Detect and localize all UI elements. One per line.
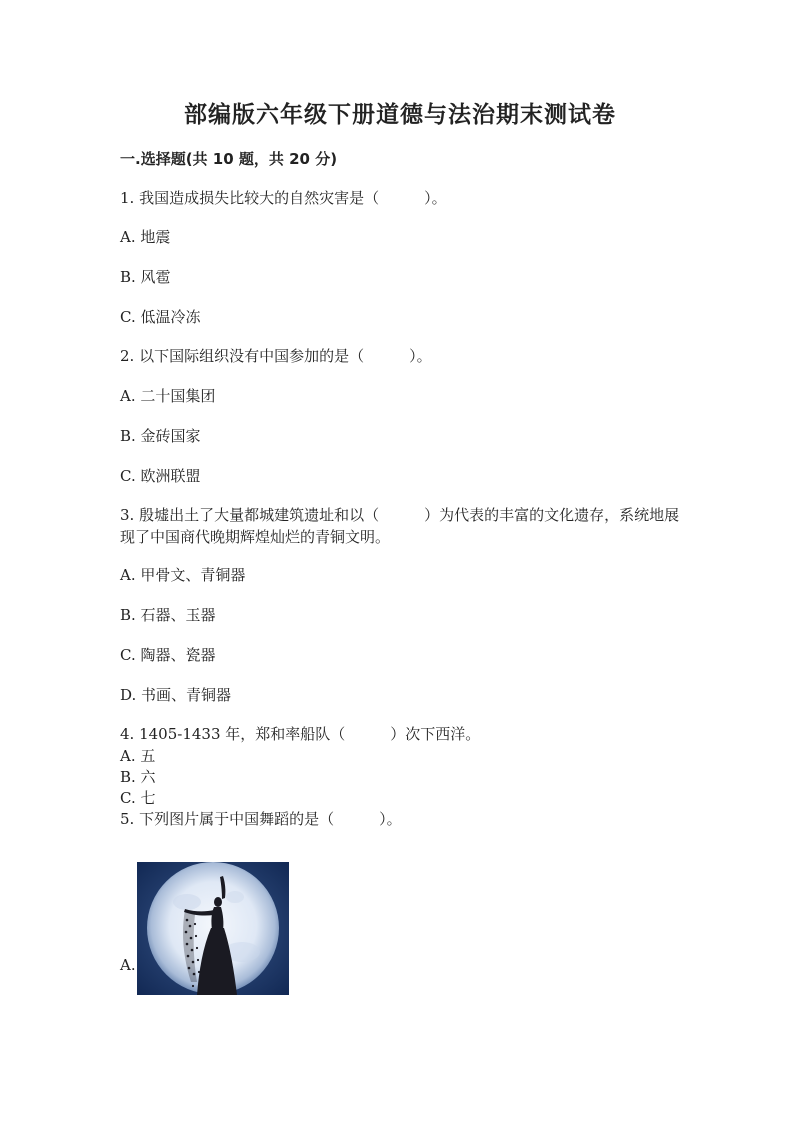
question-1-option-a[interactable]: A. 地震 [120, 228, 171, 246]
question-4-option-a[interactable]: A. 五 [120, 747, 156, 765]
question-5-option-a[interactable]: A. [120, 956, 136, 974]
question-4-option-b[interactable]: B. 六 [120, 768, 156, 786]
question-3-option-b[interactable]: B. 石器、玉器 [120, 606, 216, 624]
question-3-option-c[interactable]: C. 陶器、瓷器 [120, 646, 216, 664]
question-2-stem: 2. 以下国际组织没有中国参加的是（ ）。 [120, 347, 432, 365]
page-title: 部编版六年级下册道德与法治期末测试卷 [184, 101, 616, 128]
question-3-option-a[interactable]: A. 甲骨文、青铜器 [120, 566, 246, 584]
dancer-moon-illustration [137, 862, 289, 995]
question-2-option-c[interactable]: C. 欧洲联盟 [120, 467, 201, 485]
question-2-option-b[interactable]: B. 金砖国家 [120, 427, 201, 445]
question-3-stem: 3. 殷墟出土了大量都城建筑遗址和以（ ）为代表的丰富的文化遗存，系统地展现了中国商代晚期辉煌灿烂的青铜文明。 [120, 506, 680, 546]
question-4-option-c[interactable]: C. 七 [120, 789, 156, 807]
section-heading: 一.选择题(共 10 题，共 20 分) [120, 150, 338, 168]
question-5-stem: 5. 下列图片属于中国舞蹈的是（ ）。 [120, 810, 402, 828]
question-1-stem: 1. 我国造成损失比较大的自然灾害是（ ）。 [120, 189, 447, 207]
question-1-option-c[interactable]: C. 低温冷冻 [120, 308, 201, 326]
question-1-option-b[interactable]: B. 风雹 [120, 268, 171, 286]
question-4-stem: 4. 1405-1433 年，郑和率船队（ ）次下西洋。 [120, 725, 481, 743]
question-2-option-a[interactable]: A. 二十国集团 [120, 387, 216, 405]
dancer-moon-image[interactable] [137, 862, 289, 995]
question-3-option-d[interactable]: D. 书画、青铜器 [120, 686, 232, 704]
